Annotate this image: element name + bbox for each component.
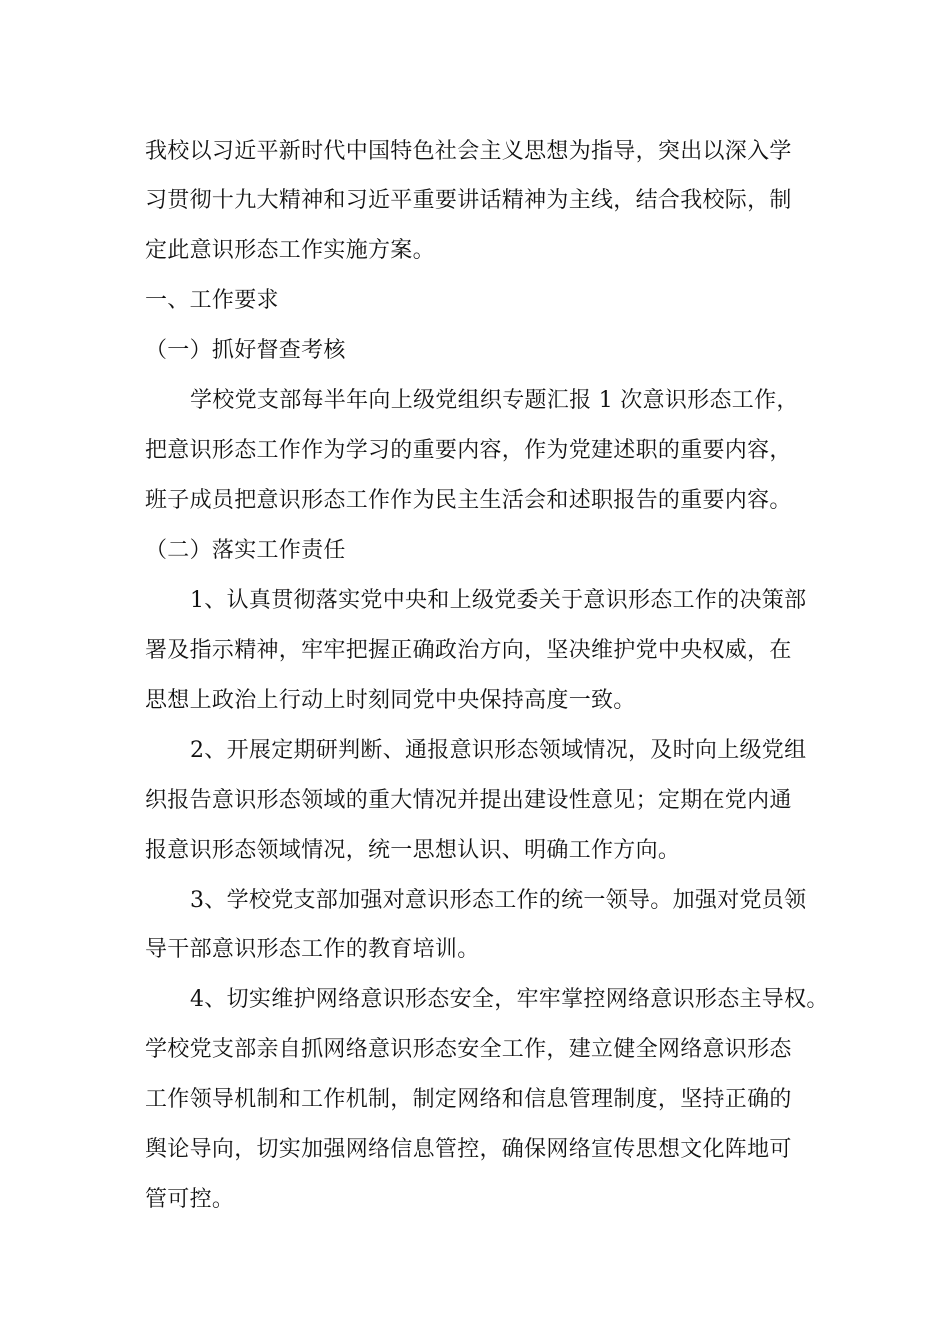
subsection-1-heading: （一）抓好督查考核 bbox=[145, 338, 346, 363]
intro-line-2: 习贯彻十九大精神和习近平重要讲话精神为主线，结合我校际，制 bbox=[145, 188, 792, 213]
item2-line-2: 织报告意识形态领域的重大情况并提出建设性意见；定期在党内通 bbox=[145, 788, 792, 813]
subsection-2-heading: （二）落实工作责任 bbox=[145, 538, 346, 563]
item4-line-5: 管可控。 bbox=[145, 1187, 235, 1212]
item4-line-1: 4、切实维护网络意识形态安全，牢牢掌控网络意识形态主导权。 bbox=[190, 987, 829, 1012]
item3-line-1: 3、学校党支部加强对意识形态工作的统一领导。加强对党员领 bbox=[190, 888, 807, 913]
sub1-line-3: 班子成员把意识形态工作作为民主生活会和述职报告的重要内容。 bbox=[145, 488, 792, 513]
intro-line-3: 定此意识形态工作实施方案。 bbox=[145, 238, 435, 263]
item4-line-2: 学校党支部亲自抓网络意识形态安全工作，建立健全网络意识形态 bbox=[145, 1037, 792, 1062]
section-1-heading: 一、工作要求 bbox=[145, 288, 279, 313]
item2-line-3: 报意识形态领域情况，统一思想认识、明确工作方向。 bbox=[145, 838, 681, 863]
intro-line-1: 我校以习近平新时代中国特色社会主义思想为指导，突出以深入学 bbox=[145, 139, 792, 164]
item1-line-1: 1、认真贯彻落实党中央和上级党委关于意识形态工作的决策部 bbox=[190, 588, 807, 613]
item1-line-2: 署及指示精神，牢牢把握正确政治方向，坚决维护党中央权威，在 bbox=[145, 638, 792, 663]
item2-line-1: 2、开展定期研判断、通报意识形态领域情况，及时向上级党组 bbox=[190, 738, 807, 763]
item4-line-4: 舆论导向，切实加强网络信息管控，确保网络宣传思想文化阵地可 bbox=[145, 1137, 792, 1162]
item4-line-3: 工作领导机制和工作机制，制定网络和信息管理制度，坚持正确的 bbox=[145, 1087, 792, 1112]
item1-line-3: 思想上政治上行动上时刻同党中央保持高度一致。 bbox=[145, 688, 636, 713]
sub1-line-2: 把意识形态工作作为学习的重要内容，作为党建述职的重要内容， bbox=[145, 438, 792, 463]
sub1-line-1: 学校党支部每半年向上级党组织专题汇报 1 次意识形态工作， bbox=[190, 388, 799, 413]
item3-line-2: 导干部意识形态工作的教育培训。 bbox=[145, 937, 480, 962]
